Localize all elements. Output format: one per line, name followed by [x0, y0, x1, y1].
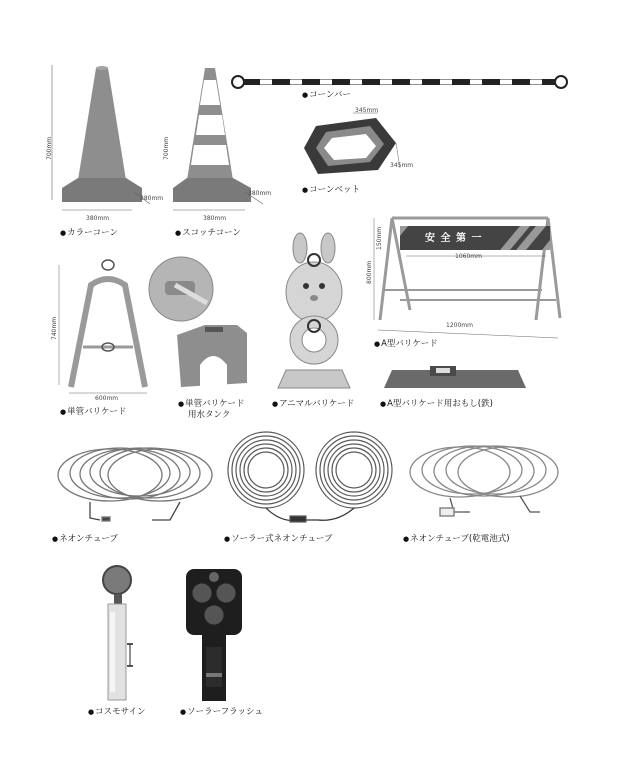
solar-flash-figure	[180, 565, 255, 705]
cone-bed-icon	[298, 108, 408, 183]
cone-bed-figure	[298, 108, 408, 183]
color-cone-depth-dim: 380mm	[140, 195, 164, 202]
color-cone-width-dim: 380mm	[86, 215, 110, 222]
water-tank-label-line2: 用水タンク	[188, 410, 231, 420]
solar-neon-tube-label: ● ソーラー式ネオンチューブ	[224, 532, 332, 544]
color-cone-label: ● カラーコーン	[60, 226, 118, 238]
neon-tube-battery-figure	[400, 440, 570, 525]
scotch-cone-width-dim: 380mm	[203, 215, 227, 222]
a-barricade-height-dim: 800mm	[366, 260, 373, 284]
a-barricade-width-dim: 1200mm	[446, 322, 473, 329]
neon-tube-battery-icon	[400, 440, 570, 525]
a-barricade-sign-text: 安 全 第 一	[425, 233, 483, 244]
water-tank-label-line1: ● 単管バリケード	[178, 397, 244, 409]
cone-bed-depth-dim: 345mm	[390, 162, 414, 169]
cone-bar-icon	[230, 72, 570, 92]
animal-barricade-icon	[270, 230, 360, 395]
scotch-cone-height-dim: 700mm	[163, 136, 170, 160]
cone-bar-label: ● コーンバー	[302, 88, 351, 100]
solar-flash-label: ● ソーラーフラッシュ	[180, 705, 263, 717]
a-barricade-label: ● A型バリケード	[374, 337, 438, 349]
cosmo-sign-label: ● コスモサイン	[88, 705, 146, 717]
a-weight-figure	[380, 362, 530, 392]
neon-tube-battery-label: ● ネオンチューブ(乾電池式)	[403, 532, 510, 544]
a-weight-icon	[380, 362, 530, 392]
single-pipe-height-dim: 740mm	[51, 316, 58, 340]
cosmo-sign-figure	[95, 562, 145, 702]
cosmo-sign-icon	[95, 562, 145, 702]
single-pipe-barricade-label: ● 単管バリケード	[60, 405, 126, 417]
a-barricade-panel-h-dim: 150mm	[376, 226, 383, 250]
cone-bed-label: ● コーンベット	[302, 183, 360, 195]
scotch-cone-label: ● スコッチコーン	[175, 226, 241, 238]
animal-barricade-label: ● アニマルバリケード	[272, 397, 354, 409]
neon-tube-figure	[50, 440, 220, 530]
scotch-cone-depth-dim: 380mm	[248, 190, 272, 197]
single-pipe-width-dim: 600mm	[95, 395, 119, 402]
solar-neon-tube-icon	[222, 428, 402, 528]
cone-bar-figure	[230, 72, 570, 92]
solar-neon-tube-figure	[222, 428, 402, 528]
neon-tube-icon	[50, 440, 220, 530]
solar-flash-icon	[180, 565, 255, 705]
water-tank-icon	[145, 255, 265, 395]
a-barricade-panel-w-dim: 1060mm	[455, 253, 482, 260]
animal-barricade-figure	[270, 230, 360, 395]
cone-bed-width-dim: 345mm	[355, 107, 379, 114]
a-weight-label: ● A型バリケード用おもし(鉄)	[380, 397, 493, 409]
water-tank-figure	[145, 255, 265, 395]
neon-tube-label: ● ネオンチューブ	[52, 532, 118, 544]
color-cone-height-dim: 700mm	[46, 136, 53, 160]
